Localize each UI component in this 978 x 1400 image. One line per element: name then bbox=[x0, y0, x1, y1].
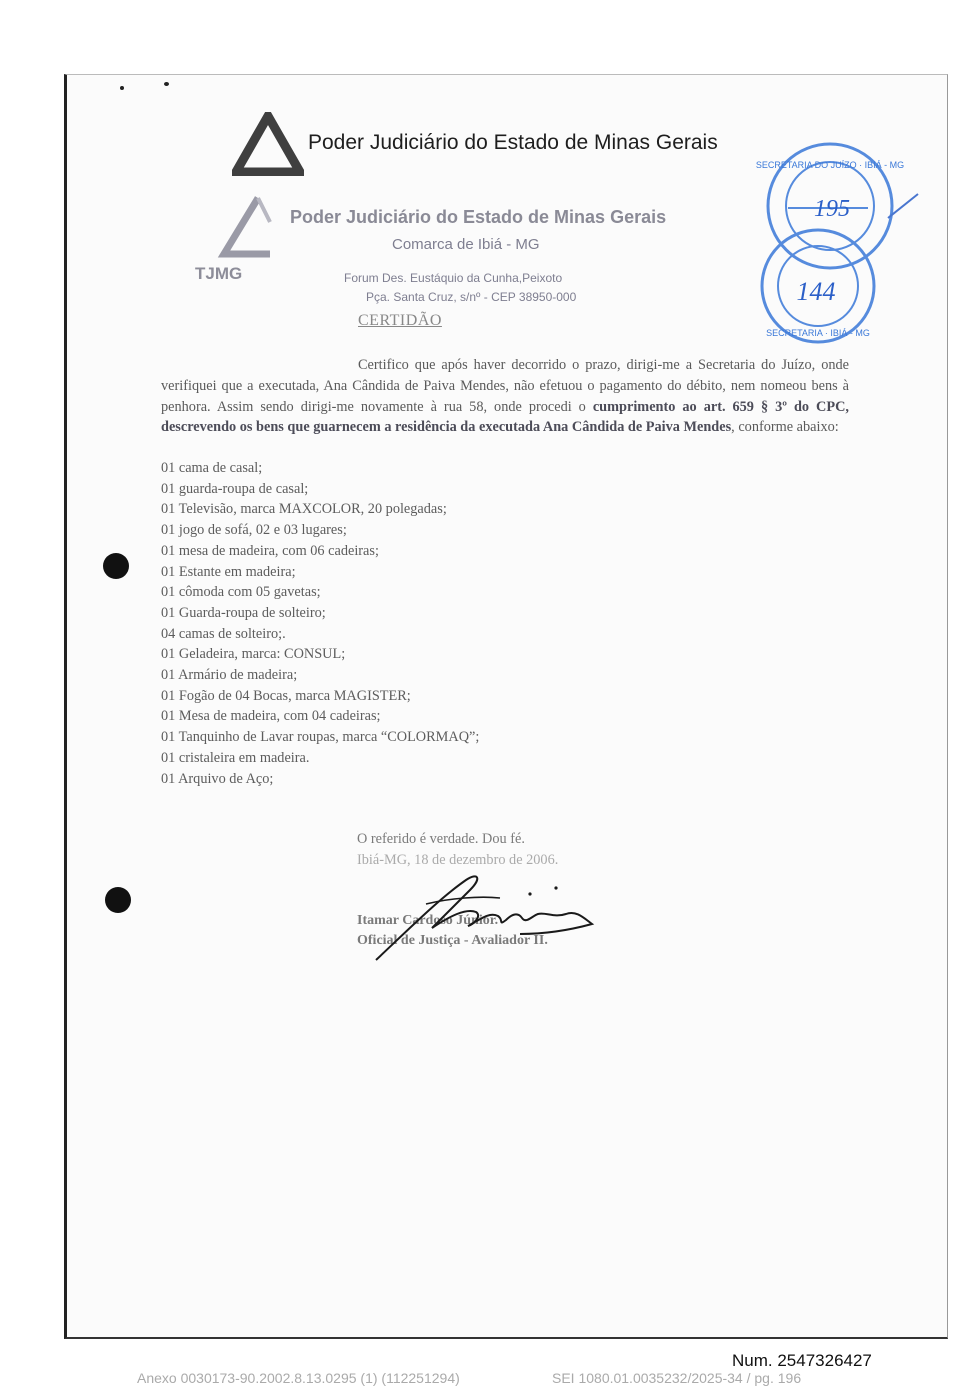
list-item: 01 jogo de sofá, 02 e 03 lugares; bbox=[161, 522, 347, 539]
stamp-bottom-page-number: 144 bbox=[796, 277, 836, 306]
list-item: 01 Fogão de 04 Bocas, marca MAGISTER; bbox=[161, 687, 411, 704]
document-number: Num. 2547326427 bbox=[732, 1351, 872, 1370]
header-title-primary: Poder Judiciário do Estado de Minas Gerais bbox=[308, 131, 718, 154]
list-item: 01 Arquivo de Aço; bbox=[161, 770, 274, 787]
address-line-2: Pça. Santa Cruz, s/nº - CEP 38950-000 bbox=[366, 290, 577, 304]
list-item: 01 Tanquinho de Lavar roupas, marca “COLORMAQ”; bbox=[161, 729, 480, 746]
paragraph-bold-part: cumprimento ao art. 659 § 3º do CPC, descrevendo os bens que guarnecem a residência da executada Ana Cândida de Paiva Mendes bbox=[161, 398, 849, 436]
court-stamps-icon bbox=[748, 138, 938, 348]
closing-block bbox=[357, 829, 558, 871]
signer-role: Oficial de Justiça - Avaliador II. bbox=[357, 933, 548, 948]
list-item: 04 camas de solteiro;. bbox=[161, 625, 286, 642]
address-line-1: Forum Des. Eustáquio da Cunha,Peixoto bbox=[344, 271, 563, 285]
list-item: 01 guarda-roupa de casal; bbox=[161, 480, 309, 497]
punch-hole bbox=[105, 887, 131, 913]
speck bbox=[164, 82, 169, 86]
list-item: 01 cama de casal; bbox=[161, 460, 263, 476]
annex-reference: Anexo 0030173-90.2002.8.13.0295 (1) (112251294) bbox=[137, 1370, 460, 1386]
certification-paragraph bbox=[161, 355, 849, 438]
tjmg-acronym: TJMG bbox=[195, 264, 243, 283]
signer-name: Itamar Cardoso Júnior. bbox=[357, 913, 499, 928]
punch-hole bbox=[103, 553, 129, 579]
stamp-top-page-number: 195 bbox=[814, 196, 850, 222]
closing-statement: O referido é verdade. Dou fé. bbox=[357, 831, 525, 847]
list-item: 01 Guarda-roupa de solteiro; bbox=[161, 604, 326, 621]
paragraph-part-1: Certifico que após haver decorrido o prazo, dirigi-me a Secretaria do Juízo, onde verifiquei que a executada, Ana Cândida de Paiva Mendes, não efetuou o pagamento do débito, nem nomeou bens à penhora. Assim sendo dirigi-me novamente à rua 58, onde procedi o bbox=[161, 357, 849, 415]
assets-list bbox=[161, 458, 479, 789]
list-item: 01 mesa de madeira, com 06 cadeiras; bbox=[161, 542, 379, 559]
list-item: 01 Televisão, marca MAXCOLOR, 20 polegadas; bbox=[161, 501, 447, 518]
paragraph-part-2: , conforme abaixo: bbox=[731, 419, 839, 436]
list-item: 01 Armário de madeira; bbox=[161, 667, 298, 684]
list-item: 01 cômoda com 05 gavetas; bbox=[161, 584, 321, 601]
list-item: 01 Mesa de madeira, com 04 cadeiras; bbox=[161, 708, 381, 725]
document-title: CERTIDÃO bbox=[358, 312, 442, 329]
list-item: 01 cristaleira em madeira. bbox=[161, 749, 310, 766]
tjmg-triangle-logo-icon bbox=[232, 112, 304, 176]
sei-reference: SEI 1080.01.0035232/2025-34 / pg. 196 bbox=[552, 1370, 802, 1386]
list-item: 01 Estante em madeira; bbox=[161, 563, 296, 580]
speck bbox=[120, 86, 124, 90]
handwritten-signature-icon bbox=[370, 868, 602, 964]
header-title-secondary: Poder Judiciário do Estado de Minas Gerais bbox=[290, 207, 667, 227]
place-date: Ibiá-MG, 18 de dezembro de 2006. bbox=[357, 851, 559, 868]
list-item: 01 Geladeira, marca: CONSUL; bbox=[161, 646, 346, 663]
tjmg-faded-logo-icon bbox=[214, 192, 276, 260]
comarca-label: Comarca de Ibiá - MG bbox=[392, 236, 540, 253]
stamp-top-text: SECRETARIA DO JUÍZO · IBIÁ - MG bbox=[755, 160, 905, 170]
stamp-bottom-text: SECRETARIA · IBIÁ - MG bbox=[766, 328, 870, 338]
